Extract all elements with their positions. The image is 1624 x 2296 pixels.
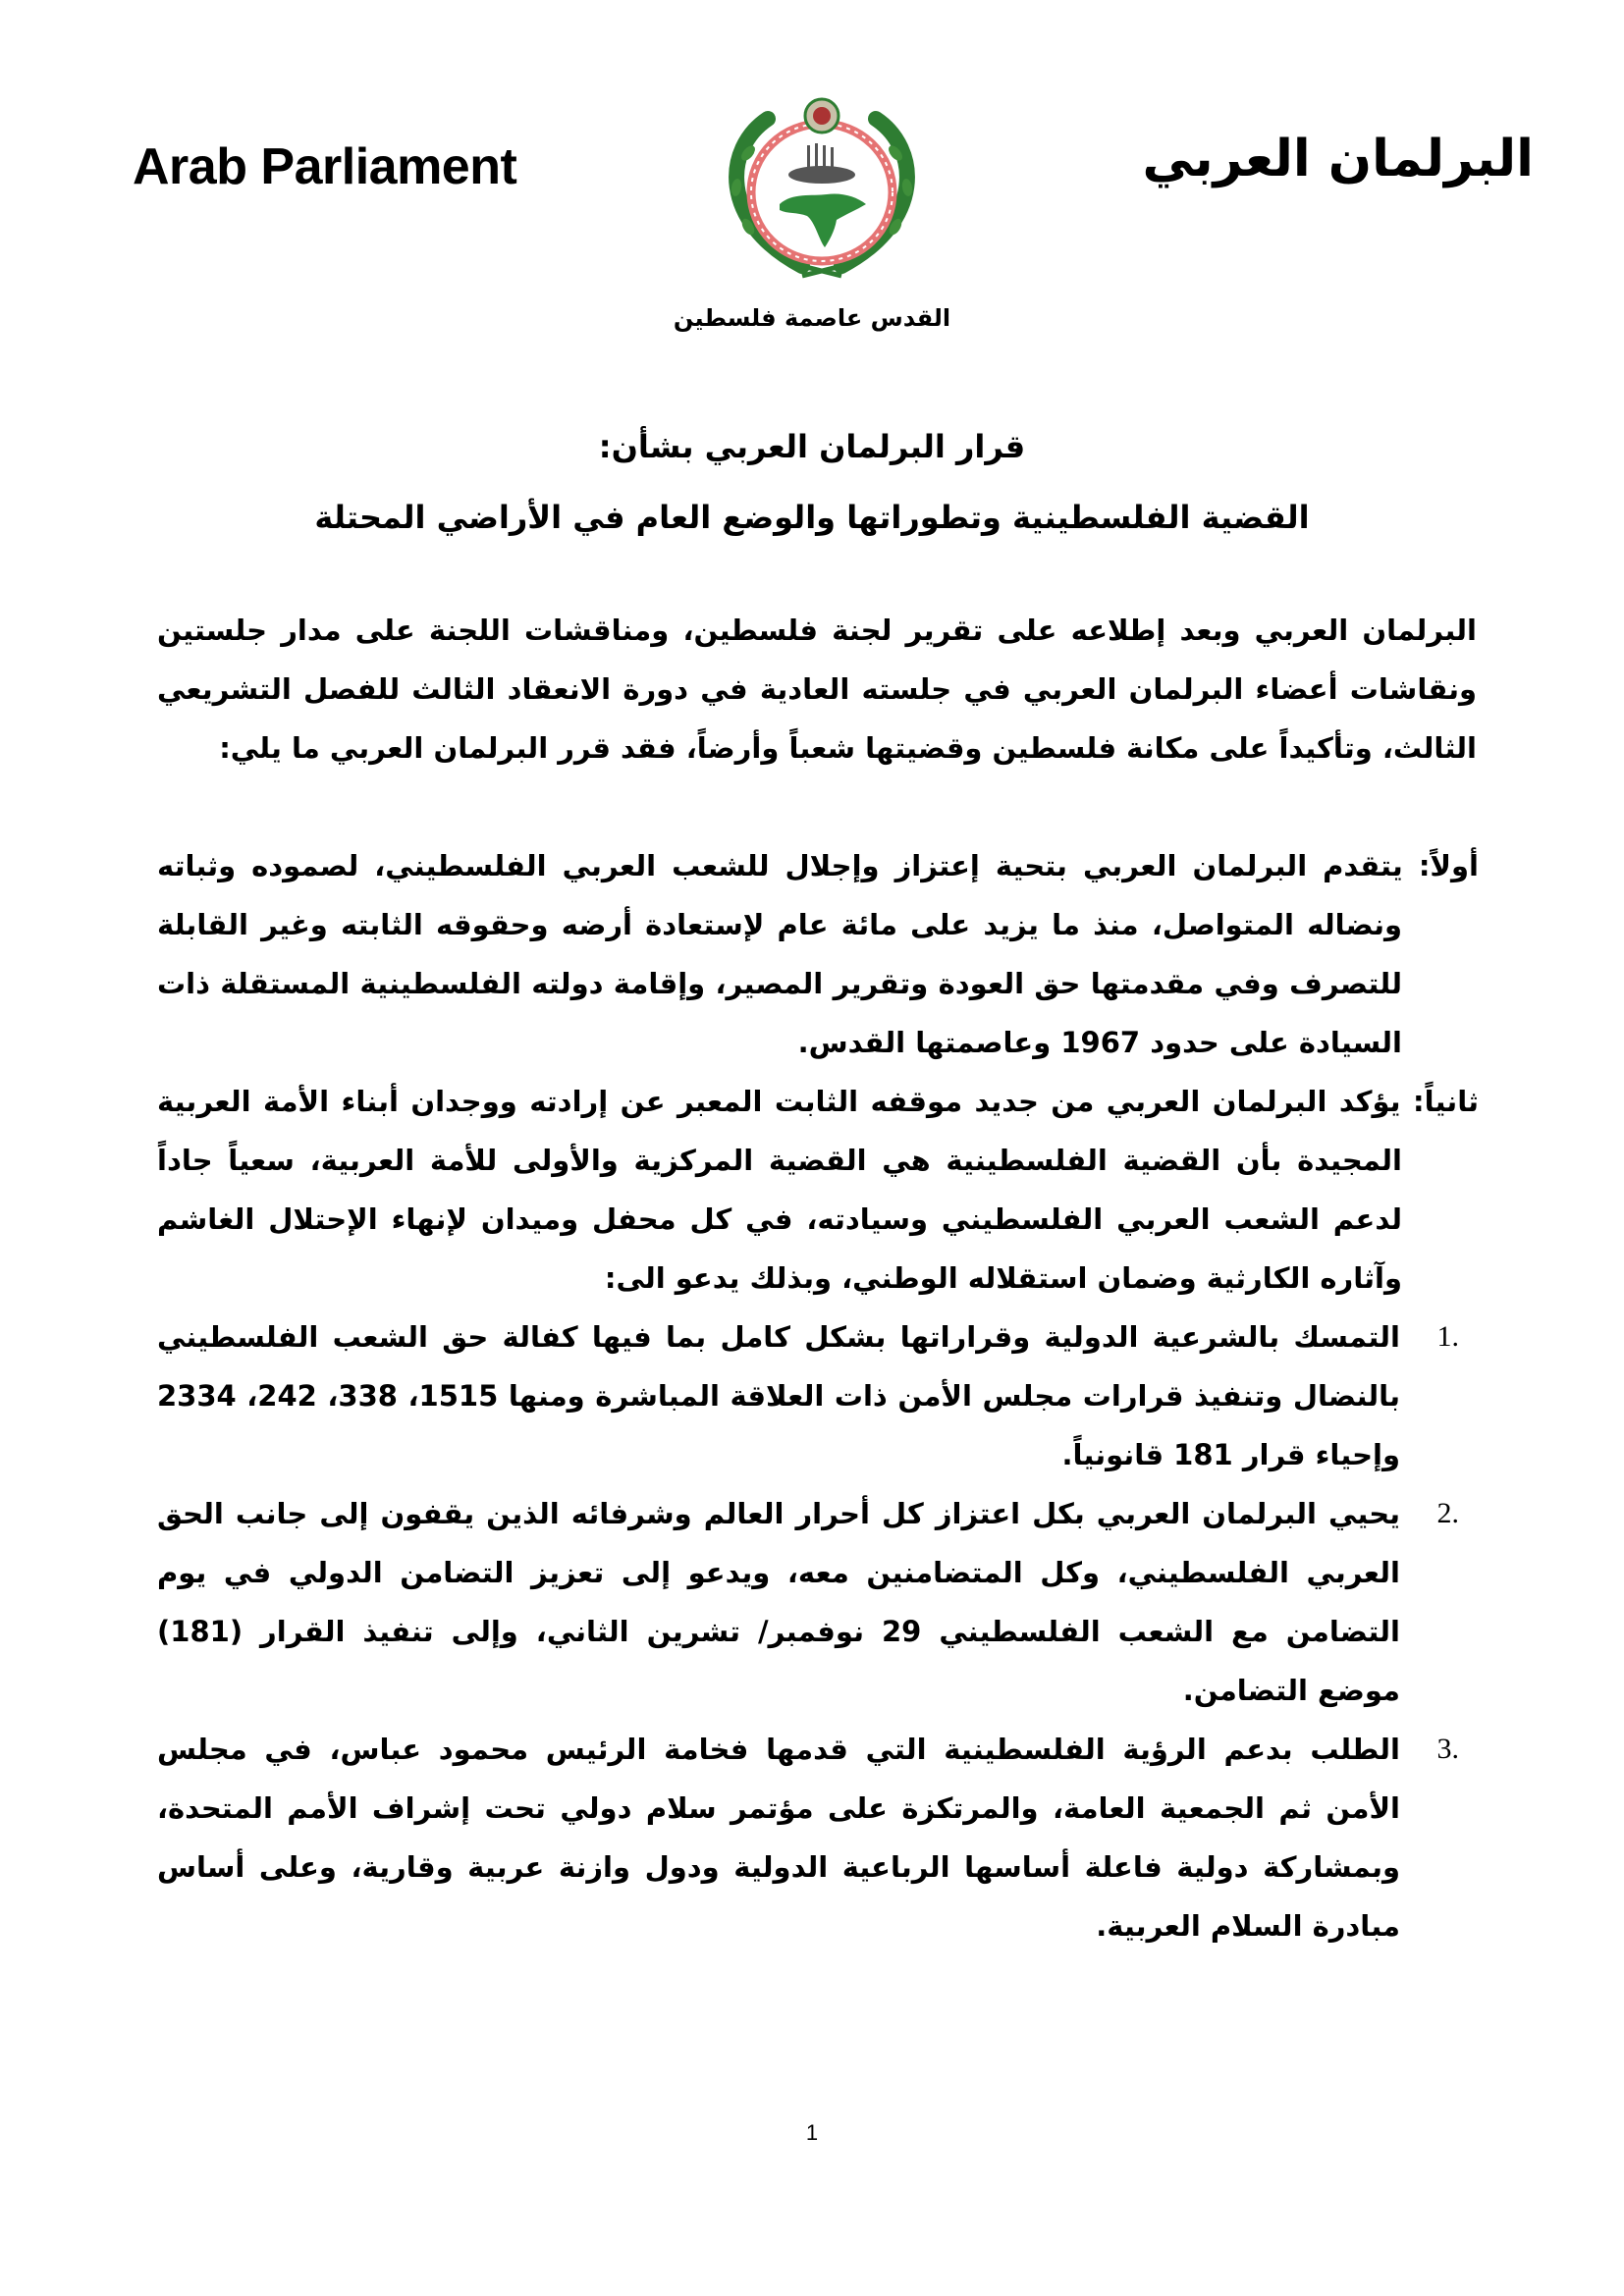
item-number: 1. [1436, 1320, 1459, 1353]
item-text: التمسك بالشرعية الدولية وقراراتها بشكل كامل بما فيها كفالة حق الشعب الفلسطيني بالنضال وتنفيذ قرارات مجلس الأمن ذات العلاقة المباشرة ومنها 1515، 338، 242، 2334 وإحياء قرار 181 قانونياً. [157, 1320, 1400, 1471]
page-number: 1 [805, 2120, 819, 2145]
list-item [157, 1484, 1459, 1720]
item-number: 3. [1436, 1733, 1459, 1765]
section-label: ثانياً: [1412, 1085, 1479, 1118]
item-number: 2. [1436, 1497, 1459, 1529]
item-text: يحيي البرلمان العربي بكل اعتزاز كل أحرار العالم وشرفائه الذين يقفون إلى جانب الحق العربي الفلسطيني، وكل المتضامنين معه، ويدعو إلى تعزيز التضامن الدولي في يوم التضامن مع الشعب الفلسطيني 29 نوفمبر/ تشرين الثاني، وإلى تنفيذ القرار (181) موضع التضامن. [157, 1497, 1400, 1707]
header-arabic-title: البرلمان العربي [1142, 130, 1534, 188]
motto: القدس عاصمة فلسطين [673, 304, 951, 332]
document-title [0, 417, 1624, 547]
section-label: أولاً: [1418, 849, 1479, 882]
header-english-title: Arab Parliament [133, 138, 517, 195]
section-text: يؤكد البرلمان العربي من جديد موقفه الثابت المعبر عن إرادته ووجدان أبناء الأمة العربية المجيدة بأن القضية الفلسطينية هي القضية المركزية والأولى للأمة العربية، سعياً جاداً لدعم الشعب العربي الفلسطيني وسيادته، في كل محفل وميدان لإنهاء الإحتلال الغاشم وآثاره الكارثية وضمان استقلاله الوطني، وبذلك يدعو الى: [157, 1085, 1402, 1295]
item-text: الطلب بدعم الرؤية الفلسطينية التي قدمها فخامة الرئيس محمود عباس، في مجلس الأمن ثم الجمعية العامة، والمرتكزة على مؤتمر سلام دولي تحت إشراف الأمم المتحدة، وبمشاركة دولية فاعلة أساسها الرباعية الدولية ودول وازنة عربية وقارية، وعلى أساس مبادرة السلام العربية. [157, 1733, 1400, 1943]
section-text: يتقدم البرلمان العربي بتحية إعتزاز وإجلال للشعب العربي الفلسطيني، لصموده وثباته ونضاله المتواصل، منذ ما يزيد على مائة عام لإستعادة أرضه وحقوقه الثابته وغير القابلة للتصرف وفي مقدمتها حق العودة وتقرير المصير، وإقامة دولته الفلسطينية المستقلة ذات السيادة على حدود 1967 وعاصمتها القدس. [157, 849, 1403, 1059]
list-item [157, 1308, 1459, 1484]
title-line-2: القضية الفلسطينية وتطوراتها والوضع العام في الأراضي المحتلة [314, 499, 1310, 536]
section-first [157, 836, 1479, 1072]
title-line-1: قرار البرلمان العربي بشأن: [598, 428, 1026, 465]
list-item [157, 1720, 1459, 1955]
intro-paragraph: البرلمان العربي وبعد إطلاعه على تقرير لجنة فلسطين، ومناقشات اللجنة على مدار جلستين ونقاشات أعضاء البرلمان العربي في جلسته العادية في دورة الانعقاد الثالث للفصل التشريعي الثالث، وتأكيداً على مكانة فلسطين وقضيتها شعباً وأرضاً، فقد قرر البرلمان العربي ما يلي: [157, 614, 1477, 765]
arab-parliament-emblem-icon [709, 94, 935, 281]
section-second [157, 1072, 1479, 1308]
